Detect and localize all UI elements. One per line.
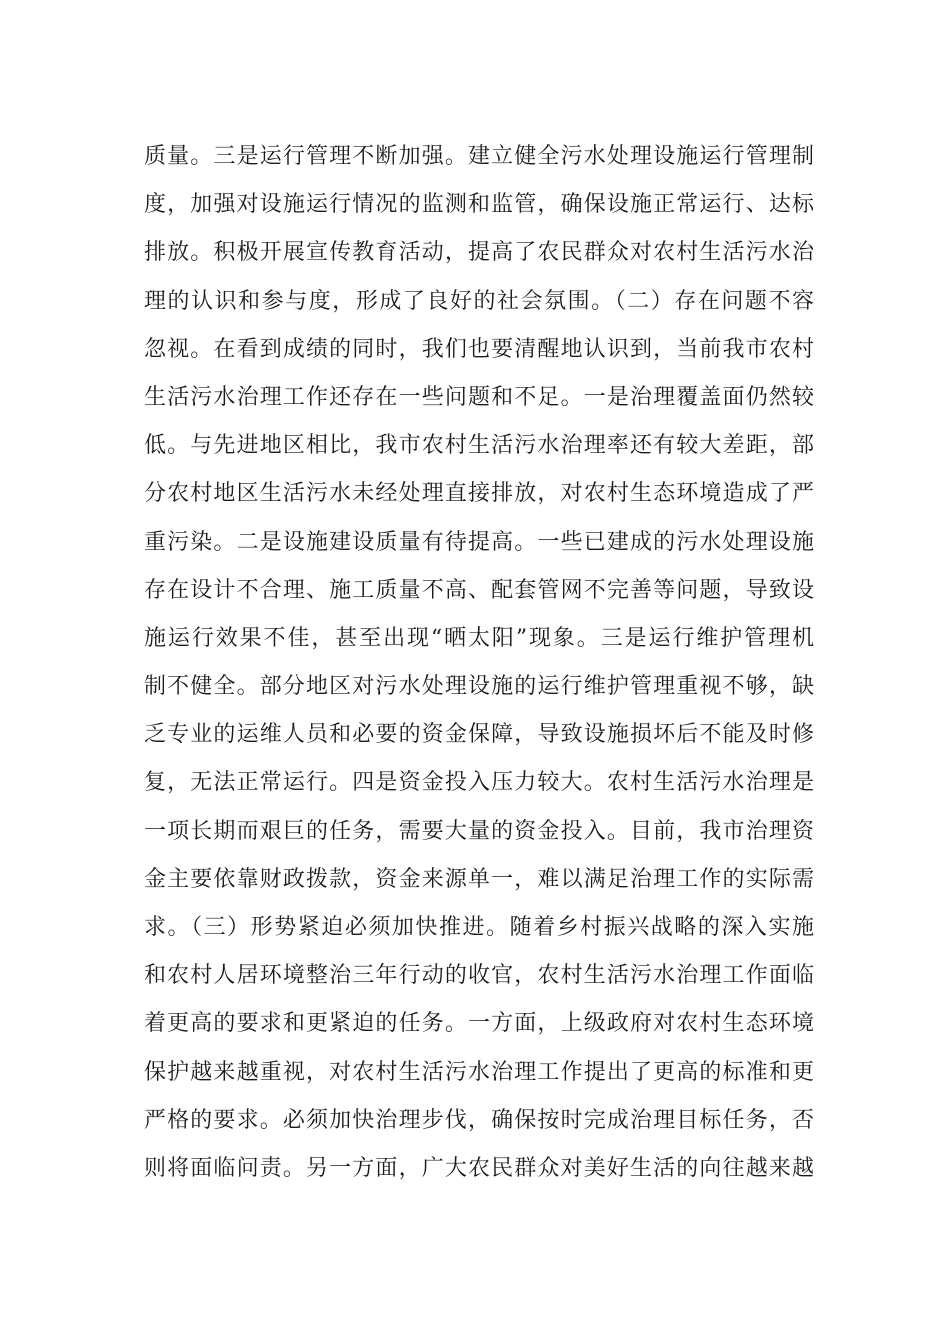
text-line: 忽视。在看到成绩的同时，我们也要清醒地认识到，当前我市农村 — [144, 336, 814, 362]
text-line: 分农村地区生活污水未经处理直接排放，对农村生态环境造成了严 — [144, 481, 814, 507]
text-line: 金主要依靠财政拨款，资金来源单一，难以满足治理工作的实际需 — [144, 866, 814, 892]
text-line: 排放。积极开展宣传教育活动，提高了农民群众对农村生活污水治 — [144, 240, 814, 266]
text-line: 保护越来越重视，对农村生活污水治理工作提出了更高的标准和更 — [144, 1059, 814, 1085]
text-line: 严格的要求。必须加快治理步伐，确保按时完成治理目标任务，否 — [144, 1107, 814, 1133]
text-line: 制不健全。部分地区对污水处理设施的运行维护管理重视不够，缺 — [144, 674, 814, 700]
text-line: 低。与先进地区相比，我市农村生活污水治理率还有较大差距，部 — [144, 433, 814, 459]
text-line: 度，加强对设施运行情况的监测和监管，确保设施正常运行、达标 — [144, 192, 814, 218]
text-line: 生活污水治理工作还存在一些问题和不足。一是治理覆盖面仍然较 — [144, 384, 814, 410]
text-line: 复，无法正常运行。四是资金投入压力较大。农村生活污水治理是 — [144, 770, 814, 796]
text-line: 质量。三是运行管理不断加强。建立健全污水处理设施运行管理制 — [144, 144, 814, 169]
text-line: 乏专业的运维人员和必要的资金保障，导致设施损坏后不能及时修 — [144, 722, 814, 748]
text-line: 和农村人居环境整治三年行动的收官，农村生活污水治理工作面临 — [144, 963, 814, 989]
text-line: 求。（三）形势紧迫必须加快推进。随着乡村振兴战略的深入实施 — [144, 915, 814, 940]
text-line: 则将面临问责。另一方面，广大农民群众对美好生活的向往越来越 — [144, 1155, 814, 1181]
text-line: 存在设计不合理、施工质量不高、配套管网不完善等问题，导致设 — [144, 577, 814, 603]
body-text — [144, 133, 814, 1193]
text-line: 着更高的要求和更紧迫的任务。一方面，上级政府对农村生态环境 — [144, 1011, 814, 1037]
text-line: 施运行效果不佳，甚至出现“晒太阳”现象。三是运行维护管理机 — [144, 625, 814, 651]
text-line: 理的认识和参与度，形成了良好的社会氛围。（二）存在问题不容 — [144, 288, 814, 314]
text-line: 一项长期而艰巨的任务，需要大量的资金投入。目前，我市治理资 — [144, 818, 814, 844]
text-line: 重污染。二是设施建设质量有待提高。一些已建成的污水处理设施 — [144, 529, 814, 555]
